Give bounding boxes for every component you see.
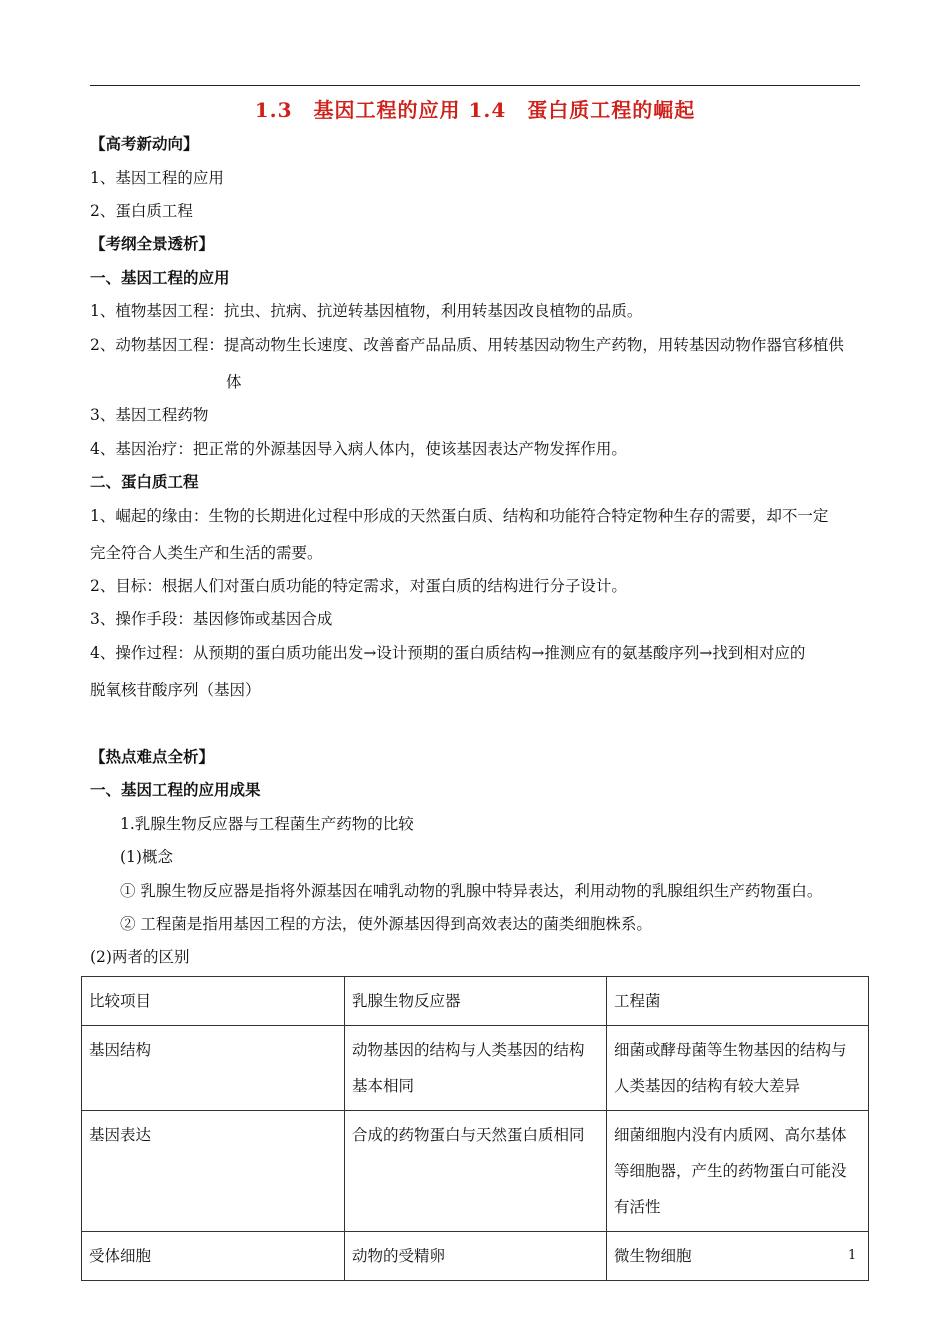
text-line: 体 [226, 373, 242, 391]
text-line: 4、操作过程：从预期的蛋白质功能出发→设计预期的蛋白质结构→推测应有的氨基酸序列→找到相对应的 [90, 644, 806, 662]
table-cell: 细菌细胞内没有内质网、高尔基体等细胞器，产生的药物蛋白可能没有活性 [607, 1111, 869, 1232]
table-cell: 细菌或酵母菌等生物基因的结构与人类基因的结构有较大差异 [607, 1026, 869, 1111]
table-cell: 基因表达 [82, 1111, 345, 1232]
heading-gaokao: 【高考新动向】 [90, 134, 199, 153]
text-line: 2、目标：根据人们对蛋白质功能的特定需求，对蛋白质的结构进行分子设计。 [90, 577, 627, 595]
text-line: (2)两者的区别 [90, 948, 190, 966]
table-header-cell: 工程菌 [607, 977, 869, 1026]
text-line: 1、基因工程的应用 [90, 169, 224, 187]
table-cell: 受体细胞 [82, 1232, 345, 1281]
table-row [82, 1111, 869, 1232]
page-title: 1.3 基因工程的应用 1.4 蛋白质工程的崛起 [254, 98, 696, 122]
section-heading: 二、蛋白质工程 [90, 472, 199, 491]
text-line: 3、基因工程药物 [90, 406, 209, 424]
text-line: (1)概念 [120, 848, 173, 866]
heading-kaogang: 【考纲全景透析】 [90, 234, 215, 253]
text-line: 脱氧核苷酸序列（基因） [90, 681, 261, 699]
text-line: 完全符合人类生产和生活的需要。 [90, 544, 323, 562]
comparison-table [81, 976, 869, 1281]
top-rule [90, 85, 860, 86]
text-line: 4、基因治疗：把正常的外源基因导入病人体内，使该基因表达产物发挥作用。 [90, 440, 627, 458]
table-row [82, 1026, 869, 1111]
section-heading: 一、基因工程的应用 [90, 268, 230, 287]
text-line: 1、植物基因工程：抗虫、抗病、抗逆转基因植物，利用转基因改良植物的品质。 [90, 302, 643, 320]
table-cell: 动物的受精卵 [345, 1232, 607, 1281]
table-cell: 动物基因的结构与人类基因的结构基本相同 [345, 1026, 607, 1111]
heading-redian: 【热点难点全析】 [90, 747, 215, 766]
table-header-row [82, 977, 869, 1026]
text-line: 3、操作手段：基因修饰或基因合成 [90, 610, 333, 628]
text-line: 1.乳腺生物反应器与工程菌生产药物的比较 [120, 815, 414, 833]
text-line: ① 乳腺生物反应器是指将外源基因在哺乳动物的乳腺中特异表达，利用动物的乳腺组织生产药物蛋白。 [120, 882, 823, 900]
text-line: ② 工程菌是指用基因工程的方法，使外源基因得到高效表达的菌类细胞株系。 [120, 915, 652, 933]
table-header-cell: 比较项目 [82, 977, 345, 1026]
text-line: 2、蛋白质工程 [90, 202, 193, 220]
table-row [82, 1232, 869, 1281]
table-cell: 合成的药物蛋白与天然蛋白质相同 [345, 1111, 607, 1232]
table-header-cell: 乳腺生物反应器 [345, 977, 607, 1026]
text-line: 1、崛起的缘由：生物的长期进化过程中形成的天然蛋白质、结构和功能符合特定物种生存的需要，却不一定 [90, 507, 829, 525]
text-line: 2、动物基因工程：提高动物生长速度、改善畜产品品质、用转基因动物生产药物，用转基因动物作器官移植供 [90, 336, 844, 354]
page-number: 1 [848, 1248, 857, 1263]
table-cell: 微生物细胞 [607, 1232, 869, 1281]
table-cell: 基因结构 [82, 1026, 345, 1111]
section-heading: 一、基因工程的应用成果 [90, 780, 261, 799]
